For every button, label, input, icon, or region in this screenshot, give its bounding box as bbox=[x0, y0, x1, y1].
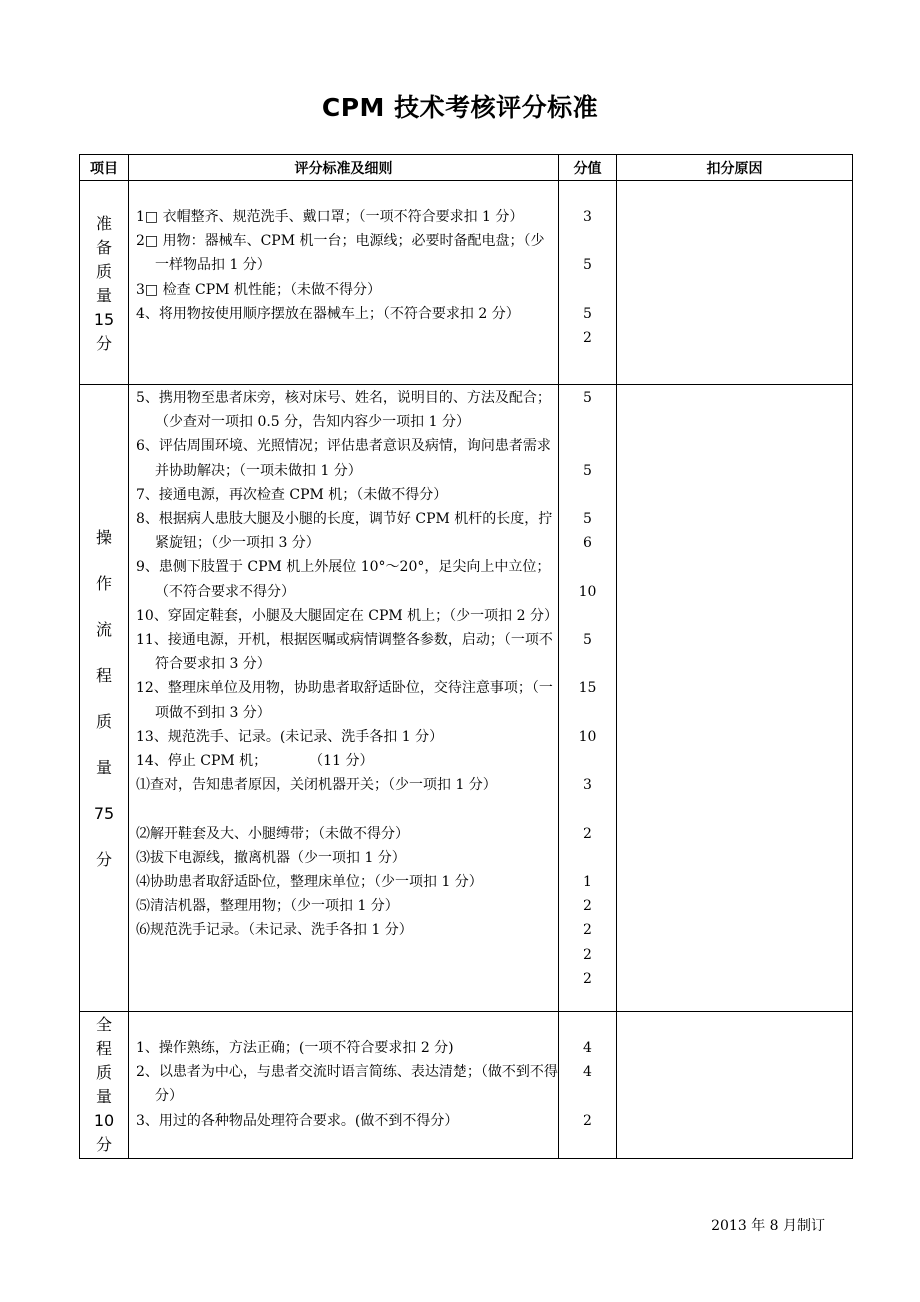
criterion-subitem: ⑷协助患者取舒适卧位，整理床单位；（少一项扣 1 分） bbox=[136, 874, 483, 891]
header-score: 分值 bbox=[559, 155, 617, 180]
scores-overall bbox=[559, 1012, 617, 1158]
deduction-cell bbox=[617, 181, 852, 384]
category-char: 备 bbox=[95, 237, 112, 257]
score-value: 3 bbox=[583, 209, 592, 225]
category-char: 质 bbox=[95, 712, 112, 731]
score-value: 15 bbox=[578, 680, 597, 697]
score-value: 10 bbox=[578, 583, 597, 600]
score-value: 2 bbox=[583, 898, 592, 915]
section-operation bbox=[80, 385, 852, 1012]
score-value: 5 bbox=[583, 510, 592, 527]
scores-operation bbox=[559, 385, 617, 1011]
score-value: 5 bbox=[583, 390, 592, 406]
category-char: 准 bbox=[95, 213, 112, 233]
criterion-item: 7、接通电源，再次检查 CPM 机；（未做不得分） bbox=[136, 486, 448, 503]
criterion-item: 5、携用物至患者床旁，核对床号、姓名，说明目的、方法及配合；（少查对一项扣 0.5 分，告知内容少一项扣 1 分） bbox=[136, 390, 551, 431]
criterion-item: 10、穿固定鞋套，小腿及大腿固定在 CPM 机上；（少一项扣 2 分） bbox=[136, 607, 558, 624]
criterion-subitem: ⑴查对，告知患者原因，关闭机器开关；（少一项扣 1 分） bbox=[136, 777, 497, 794]
criterion-subitem: ⑶拔下电源线，撤离机器（少一项扣 1 分） bbox=[136, 849, 406, 866]
criterion-item: 1□ 衣帽整齐、规范洗手、戴口罩；（一项不符合要求扣 1 分） bbox=[136, 209, 524, 225]
score-value: 5 bbox=[583, 305, 592, 322]
criterion-item: 12、整理床单位及用物，协助患者取舒适卧位，交待注意事项；（一项做不到扣 3 分） bbox=[136, 680, 553, 721]
category-char: 质 bbox=[95, 261, 112, 281]
score-value: 2 bbox=[583, 946, 592, 963]
criterion-subitem: ⑹规范洗手记录。（未记录、洗手各扣 1 分） bbox=[136, 922, 413, 939]
score-value: 3 bbox=[583, 777, 592, 794]
header-item: 项目 bbox=[80, 155, 129, 180]
criterion-item: 2、以患者为中心，与患者交流时语言简练、表达清楚；（做不到不得分） bbox=[136, 1064, 558, 1105]
criterion-item: 8、根据病人患肢大腿及小腿的长度，调节好 CPM 机杆的长度，拧紧旋钮；（少一项扣 3 分） bbox=[136, 511, 553, 552]
criterion-subitem: ⑸清洁机器，整理用物；（少一项扣 1 分） bbox=[136, 898, 399, 915]
scoring-table bbox=[79, 154, 853, 1159]
scores-preparation bbox=[559, 181, 617, 384]
score-value: 2 bbox=[583, 922, 592, 939]
category-char: 流 bbox=[95, 620, 112, 639]
category-char: 量 bbox=[95, 285, 112, 305]
category-operation bbox=[80, 385, 129, 1011]
category-char: 量 bbox=[95, 758, 112, 777]
category-char: 分 bbox=[95, 1135, 112, 1154]
category-char: 作 bbox=[95, 574, 112, 593]
header-criteria: 评分标准及细则 bbox=[129, 155, 559, 180]
category-char: 质 bbox=[95, 1063, 112, 1082]
criterion-item: 3、用过的各种物品处理符合要求。(做不到不得分） bbox=[136, 1112, 459, 1129]
criterion-item: 1、操作熟练，方法正确；(一项不符合要求扣 2 分) bbox=[136, 1040, 454, 1056]
deduction-cell bbox=[617, 1012, 852, 1158]
score-value: 5 bbox=[583, 462, 592, 479]
score-value: 5 bbox=[583, 631, 592, 648]
category-preparation bbox=[80, 181, 129, 384]
criterion-item: 6、评估周围环境、光照情况；评估患者意识及病情，询问患者需求并协助解决；（一项未做扣 1 分） bbox=[136, 438, 551, 479]
criteria-preparation bbox=[129, 181, 559, 384]
criterion-subitem: ⑵解开鞋套及大、小腿缚带；（未做不得分） bbox=[136, 825, 409, 842]
criterion-item: 4、将用物按使用顺序摆放在器械车上；（不符合要求扣 2 分） bbox=[136, 305, 520, 322]
criterion-item: 13、规范洗手、记录。(未记录、洗手各扣 1 分） bbox=[136, 728, 444, 745]
criterion-item: 11、接通电源，开机，根据医嘱或病情调整各参数，启动；（一项不符合要求扣 3 分） bbox=[136, 632, 553, 673]
score-value: 10 bbox=[578, 728, 597, 745]
criterion-item: 2□ 用物：器械车、CPM 机一台；电源线；必要时备配电盘；（少一样物品扣 1 分） bbox=[136, 233, 545, 274]
criterion-item: 3□ 检查 CPM 机性能；（未做不得分） bbox=[136, 281, 381, 298]
category-char: 10 bbox=[93, 1111, 115, 1130]
table-header-row bbox=[80, 155, 852, 181]
score-value: 2 bbox=[583, 970, 592, 987]
score-value: 4 bbox=[583, 1064, 592, 1081]
category-char: 75 bbox=[93, 804, 115, 823]
header-deduction: 扣分原因 bbox=[706, 160, 763, 177]
score-value: 6 bbox=[583, 535, 592, 552]
category-char: 操 bbox=[95, 528, 112, 547]
category-char: 程 bbox=[95, 666, 112, 685]
score-value: 2 bbox=[583, 329, 592, 346]
section-overall bbox=[80, 1012, 852, 1158]
criteria-overall bbox=[129, 1012, 559, 1158]
document-date: 2013 年 8 月制订 bbox=[711, 1218, 825, 1234]
score-value: 2 bbox=[583, 825, 592, 842]
score-value: 5 bbox=[583, 257, 592, 274]
document-title: CPM 技术考核评分标准 bbox=[321, 93, 599, 122]
criteria-operation bbox=[129, 385, 559, 1011]
score-value: 2 bbox=[583, 1112, 592, 1129]
criterion-item: 14、停止 CPM 机； （11 分） bbox=[136, 753, 374, 770]
category-char: 全 bbox=[95, 1015, 112, 1034]
deduction-cell bbox=[617, 385, 852, 1011]
criterion-item: 9、患侧下肢置于 CPM 机上外展位 10°～20°，足尖向上中立位；（不符合要求不得分） bbox=[136, 559, 551, 600]
score-value: 4 bbox=[583, 1040, 592, 1056]
category-char: 分 bbox=[95, 850, 112, 869]
section-preparation bbox=[80, 181, 852, 385]
category-char: 15 bbox=[93, 309, 115, 329]
category-char: 量 bbox=[95, 1087, 112, 1106]
score-value: 1 bbox=[583, 873, 592, 890]
category-overall bbox=[80, 1012, 129, 1158]
category-char: 程 bbox=[95, 1039, 112, 1058]
category-char: 分 bbox=[95, 333, 112, 353]
